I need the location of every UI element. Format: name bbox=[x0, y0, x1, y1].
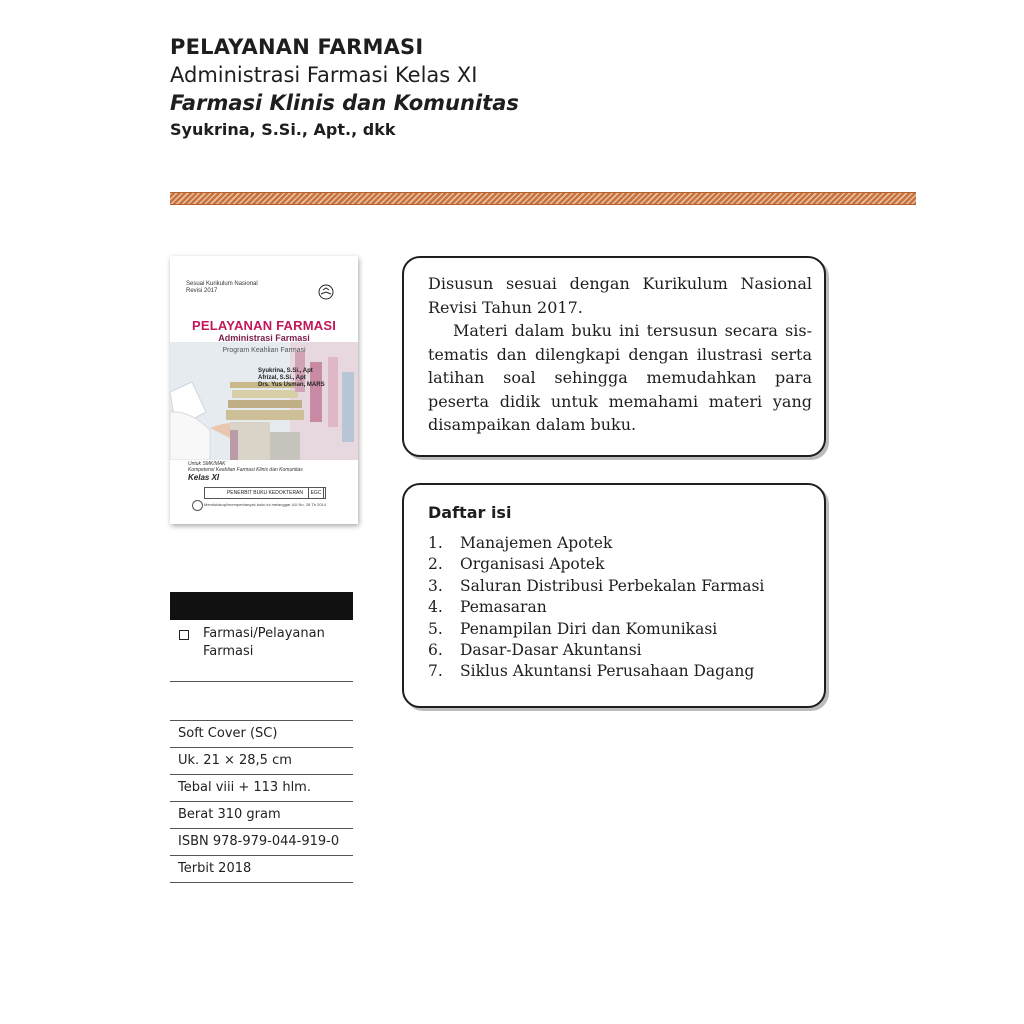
category-row bbox=[170, 620, 353, 682]
pharmacy-shelves-illustration bbox=[170, 342, 358, 460]
description-paragraph: Disusun sesuai dengan Kurikulum Nasional Revisi Tahun 2017. bbox=[428, 274, 812, 317]
spec-blank-row bbox=[170, 682, 353, 721]
book-authors: Syukrina, S.Si., Apt., dkk bbox=[170, 120, 396, 139]
toc-item-number: 1. bbox=[428, 534, 443, 552]
cover-footer-notice: Memfotokopi/memperbanyak buku ini melanggar UU No. 28 Th 2014 bbox=[204, 502, 326, 507]
cover-curriculum bbox=[186, 281, 258, 295]
checkbox-icon bbox=[179, 630, 189, 640]
toc-item-number: 2. bbox=[428, 555, 443, 574]
cover-subtitle: Administrasi Farmasi bbox=[218, 333, 310, 343]
cover-audience bbox=[188, 461, 303, 473]
toc-item-number: 3. bbox=[428, 576, 443, 595]
cover-publisher-logo: EGC bbox=[308, 487, 324, 499]
book-title: Administrasi Farmasi Kelas XI bbox=[170, 63, 478, 87]
toc-item-number: 7. bbox=[428, 662, 443, 681]
toc-item-number: 4. bbox=[428, 598, 443, 617]
toc-item-number: 6. bbox=[428, 641, 443, 660]
toc-item-number: 5. bbox=[428, 619, 443, 638]
book-series-title: PELAYANAN FARMASI bbox=[170, 35, 424, 59]
cover-authors bbox=[258, 368, 325, 389]
product-spec-panel bbox=[170, 592, 353, 883]
description-text bbox=[428, 272, 812, 437]
spec-row: Terbit 2018 bbox=[170, 856, 353, 883]
toc-item bbox=[428, 661, 764, 682]
decorative-divider bbox=[170, 192, 916, 205]
toc-item-label: Dasar-Dasar Akuntansi bbox=[460, 641, 642, 660]
cover-program: Program Keahlian Farmasi bbox=[222, 347, 306, 354]
toc-item-label: Penampilan Diri dan Komunikasi bbox=[460, 619, 718, 638]
spec-header-bar bbox=[170, 592, 353, 620]
cover-audience-line: Untuk SMK/MAK bbox=[188, 461, 226, 467]
table-of-contents-box bbox=[402, 483, 826, 708]
cover-revision-line: Revisi 2017 bbox=[186, 288, 218, 294]
cover-curriculum-line: Sesuai Kurikulum Nasional bbox=[186, 281, 258, 287]
category-label: Farmasi/Pelayanan Farmasi bbox=[203, 626, 325, 659]
toc-item bbox=[428, 533, 764, 554]
copyright-icon bbox=[192, 500, 203, 511]
spec-row: Soft Cover (SC) bbox=[170, 721, 353, 748]
cover-publisher: PENERBIT BUKU KEDOKTERAN bbox=[204, 487, 326, 499]
cover-pharmacy-photo bbox=[170, 342, 358, 460]
toc-item bbox=[428, 554, 764, 575]
cover-author: Drs. Yus Usman, MARS bbox=[258, 382, 325, 388]
toc-item-label: Siklus Akuntansi Perusahaan Dagang bbox=[460, 662, 755, 681]
spec-row: Berat 310 gram bbox=[170, 802, 353, 829]
toc-item bbox=[428, 597, 764, 618]
spec-row: Uk. 21 × 28,5 cm bbox=[170, 748, 353, 775]
cover-class: Kelas XI bbox=[188, 473, 220, 482]
toc-item bbox=[428, 619, 764, 640]
toc-item bbox=[428, 576, 764, 597]
toc-item bbox=[428, 640, 764, 661]
book-cover-image bbox=[170, 256, 358, 524]
cover-audience-line: Kompetensi Keahlian Farmasi Klinis dan Komunitas bbox=[188, 467, 303, 473]
spec-row: ISBN 978-979-044-919-0 bbox=[170, 829, 353, 856]
cover-author: Syukrina, S.Si., Apt bbox=[258, 368, 313, 374]
toc-item-label: Saluran Distribusi Perbekalan Farmasi bbox=[460, 576, 765, 595]
book-program: Farmasi Klinis dan Komunitas bbox=[170, 91, 519, 115]
toc-title: Daftar isi bbox=[428, 503, 512, 522]
description-box bbox=[402, 256, 826, 457]
toc-item-label: Pemasaran bbox=[460, 598, 547, 617]
cover-title: PELAYANAN FARMASI bbox=[191, 318, 337, 333]
cover-author: Afrizal, S.Si., Apt bbox=[258, 375, 306, 381]
toc-item-label: Manajemen Apotek bbox=[460, 534, 613, 552]
toc-item-label: Organisasi Apotek bbox=[460, 555, 605, 574]
description-paragraph: Materi dalam buku ini tersusun secara sistematis dan dilengkapi dengan ilustrasi serta latihan soal sehingga memudahkan para peserta didik untuk memahami materi yang disampaikan dalam buku. bbox=[428, 321, 812, 434]
spec-row: Tebal viii + 113 hlm. bbox=[170, 775, 353, 802]
page-header bbox=[170, 33, 519, 143]
toc-list bbox=[428, 533, 764, 683]
school-logo-icon bbox=[318, 284, 334, 300]
